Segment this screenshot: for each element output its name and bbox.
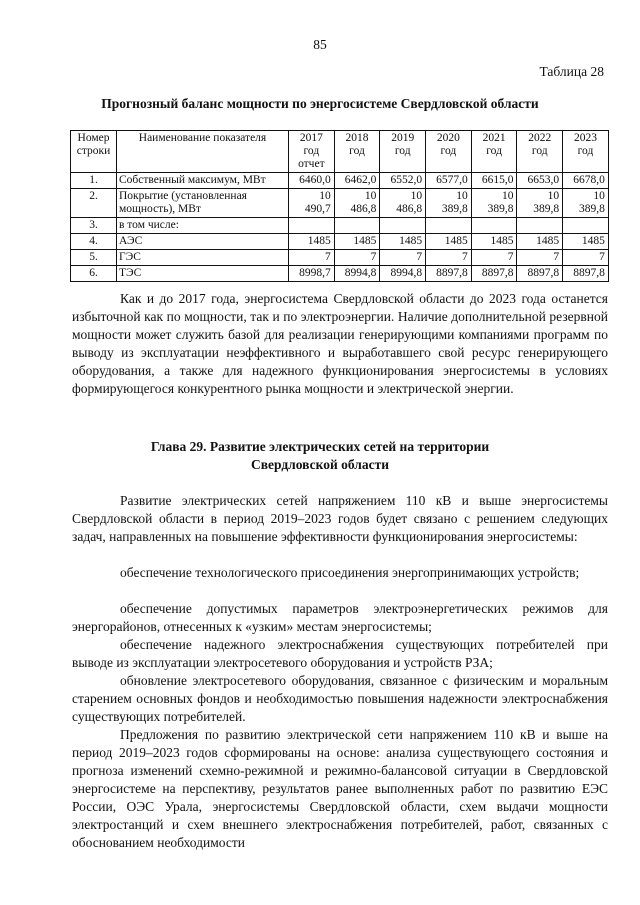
table-header-row [71, 131, 609, 173]
table-row [71, 218, 609, 234]
value-cell: 8897,8 [517, 266, 563, 282]
table-label: Таблица 28 [539, 64, 604, 79]
table-row [71, 189, 609, 218]
header-year-sub: год [486, 145, 502, 157]
value-cell [289, 218, 335, 234]
chapter-title [0, 438, 640, 474]
row-number: 5. [71, 250, 117, 266]
paragraph-reserve-capacity: Как и до 2017 года, энергосистема Свердловской области до 2023 года останется избыточной как по мощности, так и по электроэнергии. Наличие дополнительной резервной мощности может служить базой для реализации генерирующими компаниями программ по выводу из эксплуатации неэффективного и выработавшего свой ресурс генерирующего оборудования, а также для надежного функционирования энергосистемы в условиях формирующегося конкурентного рынка мощности и электрической энергии. [72, 291, 608, 396]
value-cell: 10 389,8 [471, 189, 517, 218]
value-cell [334, 218, 380, 234]
value-cell [471, 218, 517, 234]
value-cell: 6552,0 [380, 173, 426, 189]
value-cell [426, 218, 472, 234]
value-cell: 7 [563, 250, 609, 266]
value-cell: 8897,8 [471, 266, 517, 282]
table-row [71, 250, 609, 266]
value-cell: 1485 [563, 234, 609, 250]
value-cell: 7 [380, 250, 426, 266]
value-cell: 10 486,8 [334, 189, 380, 218]
header-row-number [71, 131, 117, 173]
value-cell: 7 [289, 250, 335, 266]
header-row-number-line1: Номер [77, 132, 110, 144]
value-cell [563, 218, 609, 234]
value-cell: 8897,8 [426, 266, 472, 282]
header-year [289, 131, 335, 173]
row-number: 3. [71, 218, 117, 234]
value-cell: 10 389,8 [517, 189, 563, 218]
value-cell: 8998,7 [289, 266, 335, 282]
list-item: обеспечение технологического присоединения энергопринимающих устройств; [120, 565, 580, 580]
value-cell: 8994,8 [334, 266, 380, 282]
value-cell: 6577,0 [426, 173, 472, 189]
value-cell: 10 490,7 [289, 189, 335, 218]
header-year [471, 131, 517, 173]
table-row [71, 234, 609, 250]
list-item: обеспечение надежного электроснабжения существующих потребителей при выводе из эксплуатации электросетевого оборудования и устройств РЗА; [72, 637, 608, 670]
header-year-label: 2017 год [299, 132, 323, 157]
value-cell: 6678,0 [563, 173, 609, 189]
row-number: 1. [71, 173, 117, 189]
value-cell: 7 [471, 250, 517, 266]
row-number: 6. [71, 266, 117, 282]
header-year-sub: год [531, 145, 548, 157]
indicator-name: Покрытие (установленная мощность), МВт [117, 189, 289, 218]
header-year-sub: год [577, 145, 594, 157]
list-item: обновление электросетевого оборудования, связанное с физическим и моральным старением основных фондов и необходимостью повышения надежности электроснабжения существующих потребителей. [72, 673, 608, 724]
value-cell: 10 389,8 [426, 189, 472, 218]
chapter-title-line1: Глава 29. Развитие электрических сетей на территории [150, 439, 490, 454]
header-year-sub: год [394, 145, 411, 157]
paragraph-grid-development: Развитие электрических сетей напряжением 110 кВ и выше энергосистемы Свердловской области в период 2019–2023 годов будет связано с решением следующих задач, направленных на повышение эффективности функционирования энергосистемы: [72, 493, 608, 544]
value-cell: 7 [334, 250, 380, 266]
header-year-sub: год [440, 145, 457, 157]
header-year-label: 2018 [345, 132, 369, 144]
value-cell: 1485 [426, 234, 472, 250]
header-year-sub: отчет [298, 158, 325, 170]
value-cell: 1485 [471, 234, 517, 250]
header-row-number-line2: строки [76, 145, 111, 157]
value-cell: 6462,0 [334, 173, 380, 189]
table-row [71, 173, 609, 189]
value-cell: 1485 [334, 234, 380, 250]
indicator-name: Собственный максимум, МВт [117, 173, 289, 189]
table-title: Прогнозный баланс мощности по энергосистеме Свердловской области [101, 96, 539, 111]
page-number: 85 [313, 37, 327, 52]
table-row [71, 266, 609, 282]
value-cell: 6653,0 [517, 173, 563, 189]
indicator-name: ГЭС [117, 250, 289, 266]
power-balance-table [70, 130, 609, 282]
header-year-label: 2019 [391, 132, 415, 144]
value-cell: 6460,0 [289, 173, 335, 189]
row-number: 2. [71, 189, 117, 218]
paragraph-proposals: Предложения по развитию электрической сети напряжением 110 кВ и выше на период 2019–2023 годов сформированы на основе: анализа существующего состояния и прогноза изменений схемно-режимной и режимно-балансовой ситуации в Свердловской энергосистеме на перспективу, результатов ранее выполненных работ по развитию ЕЭС России, ОЭС Урала, энергосистемы Свердловской области, схем выдачи мощности электростанций и схем внешнего электроснабжения потребителей, работ, связанных с обоснованием необходимости [72, 727, 608, 850]
header-year-label: 2022 [528, 132, 552, 144]
value-cell: 7 [426, 250, 472, 266]
value-cell: 8994,8 [380, 266, 426, 282]
value-cell [380, 218, 426, 234]
header-year [426, 131, 472, 173]
value-cell: 8897,8 [563, 266, 609, 282]
header-year [517, 131, 563, 173]
header-year [380, 131, 426, 173]
header-year-label: 2023 [573, 132, 597, 144]
value-cell: 7 [517, 250, 563, 266]
value-cell: 1485 [289, 234, 335, 250]
value-cell: 6615,0 [471, 173, 517, 189]
header-year [563, 131, 609, 173]
value-cell: 10 389,8 [563, 189, 609, 218]
header-year-sub: год [349, 145, 365, 157]
indicator-name: АЭС [117, 234, 289, 250]
header-indicator-name: Наименование показателя [117, 131, 289, 173]
value-cell: 1485 [517, 234, 563, 250]
value-cell: 1485 [380, 234, 426, 250]
value-cell [517, 218, 563, 234]
header-year-label: 2020 [436, 132, 460, 144]
indicator-name: ТЭС [117, 266, 289, 282]
indicator-name: в том числе: [117, 218, 289, 234]
header-year-label: 2021 [482, 132, 506, 144]
value-cell: 10 486,8 [380, 189, 426, 218]
row-number: 4. [71, 234, 117, 250]
chapter-title-line2: Свердловской области [250, 457, 390, 472]
header-year [334, 131, 380, 173]
list-item: обеспечение допустимых параметров электроэнергетических режимов для энергорайонов, отнесенных к «узким» местам энергосистемы; [72, 601, 608, 634]
